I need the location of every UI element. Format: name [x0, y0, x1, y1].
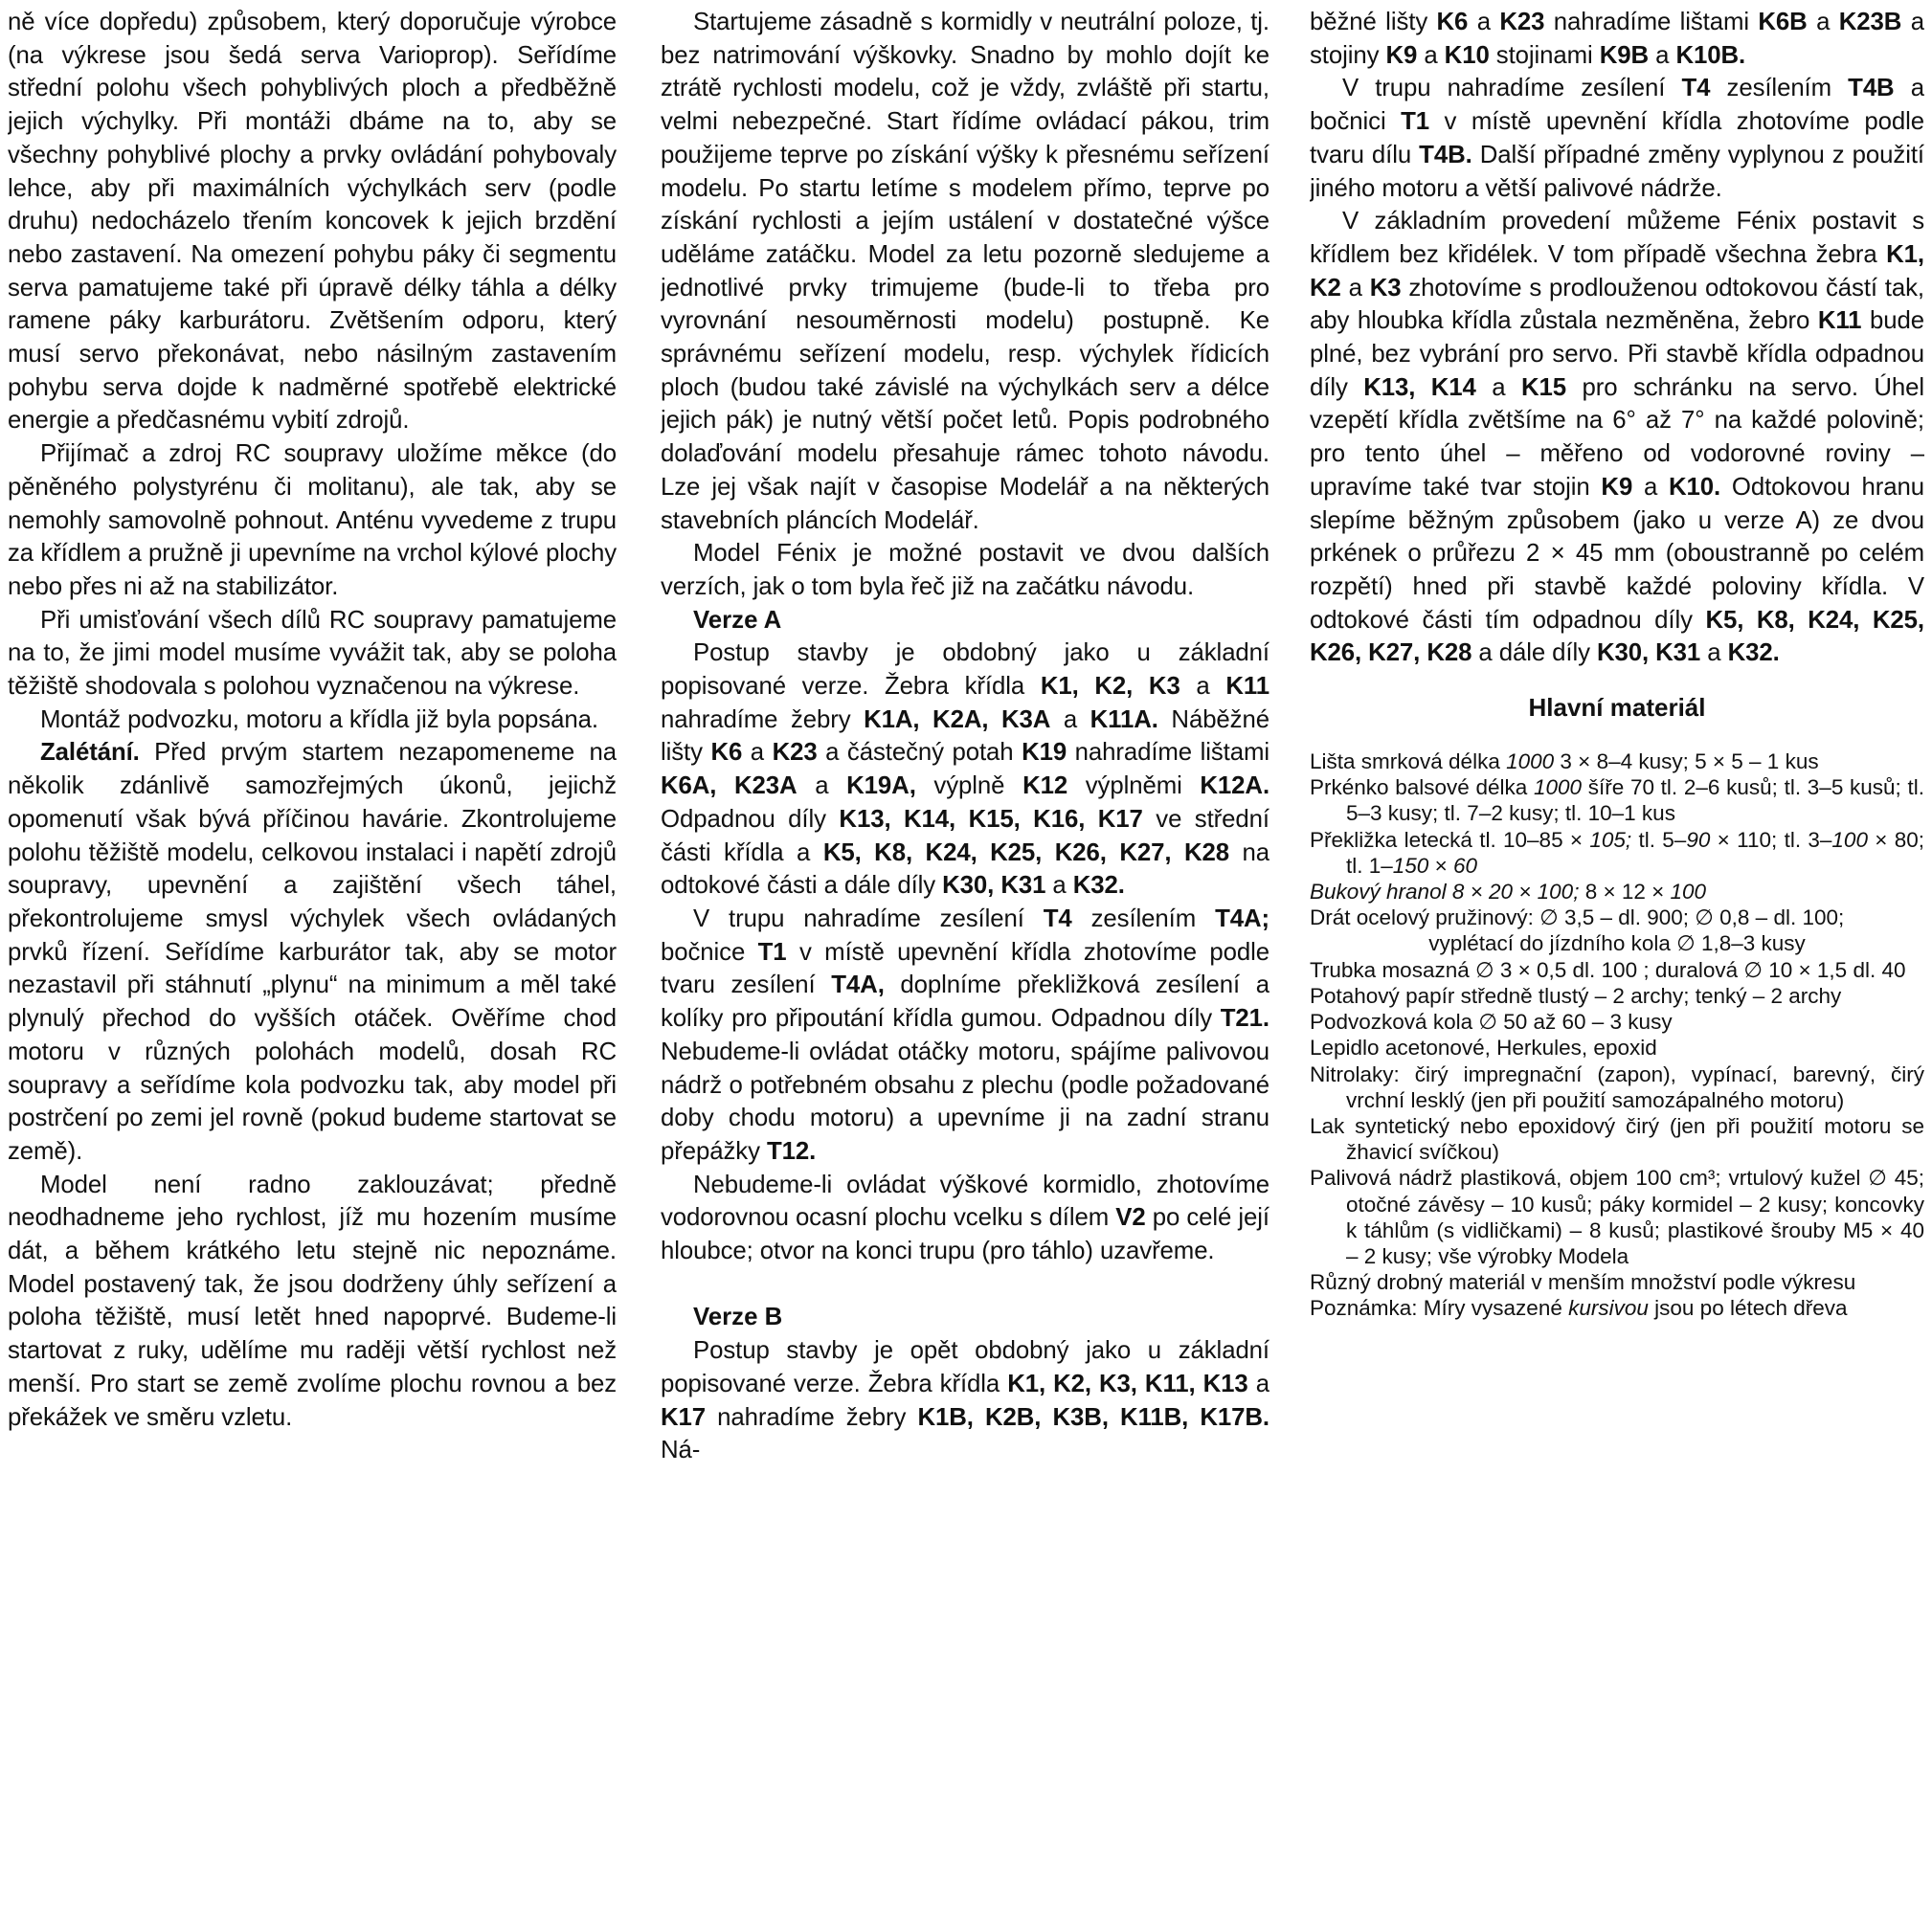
- text-run: pro schránku na servo. Úhel vzepětí křídla zvětšíme na 6° až 7° na každé polovině; pro tento úhel – měřeno od vodorovné roviny – upravíme také tvar stojin: [1310, 373, 1924, 501]
- material-item: Lepidlo acetonové, Herkules, epoxid: [1310, 1036, 1657, 1061]
- part-code: K6: [710, 739, 743, 767]
- paragraph: [661, 1169, 1269, 1268]
- text-run: V trupu nahradíme zesílení: [693, 905, 1044, 932]
- spacer: [661, 1268, 1269, 1302]
- part-code: K10.: [1669, 473, 1721, 501]
- text-run: Další případné změny vyplynou z použití jiného motoru a větší palivové nádrže.: [1310, 141, 1924, 202]
- text-run: a: [1179, 673, 1226, 701]
- part-code: K12A.: [1200, 772, 1269, 800]
- text-run: Před prvým startem nezapomeneme na několik zdánlivě samozřejmých úkonů, jejichž opomenutí však bývá příčinou havárie. Zkontrolujeme polohu těžiště modelu, celkovou instalaci i napětí zdrojů soupravy, upevnění a zajištění všech táhel, překontrolujeme smysl výchylek všech ovládaných prvků řízení. Seřídíme karburátor tak, aby se motor nezastavil při stáhnutí „plynu“ na minimum a měl také plynulý přechod do vyšších otáček. Ověříme chod motoru v různých polohách modelů, dosah RC soupravy a seřídíme kola podvozku tak, aby model při postrčení po zemi jel rovně (pokud budeme startovat se země).: [8, 739, 617, 1165]
- paragraph: [1310, 6, 1924, 72]
- part-code: K6: [1436, 9, 1469, 35]
- italic-dimension: 150: [1392, 853, 1429, 878]
- text-run: Překližka letecká tl. 10–85 ×: [1310, 827, 1590, 852]
- part-code: K23: [772, 739, 818, 767]
- text-run: ×: [1428, 853, 1453, 878]
- text-run: Lišta smrková délka: [1310, 749, 1507, 774]
- material-item: [1310, 827, 1924, 879]
- paragraph: [661, 903, 1269, 1169]
- material-item: Drát ocelový pružinový: ∅ 3,5 – dl. 900; ∅ 0,8 – dl. 100;: [1310, 905, 1845, 930]
- material-item: Trubka mosazná ∅ 3 × 0,5 dl. 100 ; duralová ∅ 10 × 1,5 dl. 40: [1310, 957, 1906, 982]
- text-run: zesílením: [1710, 75, 1849, 102]
- italic-word: kursivou: [1568, 1296, 1649, 1321]
- text-run: po celé její hloubce; otvor na konci trupu (pro táhlo) uzavřeme.: [661, 1204, 1269, 1265]
- italic-dimension: 60: [1452, 853, 1478, 878]
- part-code: K1, K2, K3, K11, K13: [1007, 1370, 1248, 1397]
- material-item: Palivová nádrž plastiková, objem 100 cm³; vrtulový kužel ∅ 45; otočné závěsy – 10 kusů; páky kormidel – 2 kusy; koncovky k táhlům (s vidličkami) – 8 kusů; plastikové šrouby M5 × 40 – 2 kusy; vše výrobky Modela: [1310, 1166, 1924, 1268]
- text-run: 3 × 8–4 kusy; 5 × 5 – 1 kus: [1554, 749, 1819, 774]
- section-heading-verze-a: Verze A: [693, 606, 782, 634]
- paragraph: Model Fénix je možné postavit ve dvou dalších verzích, jak o tom byla řeč již na začátku návodu.: [661, 540, 1269, 600]
- part-code: K19: [1022, 739, 1067, 767]
- text-run: Poznámka: Míry vysazené: [1310, 1296, 1569, 1321]
- part-code: K30, K31: [942, 872, 1046, 900]
- text-run: nahradíme lištami: [1067, 739, 1269, 767]
- text-run: Odpadnou díly: [661, 805, 840, 833]
- part-code: T1: [1401, 108, 1430, 136]
- text-run: a: [1807, 9, 1839, 35]
- part-code: K11: [1225, 673, 1269, 701]
- text-run: Nebudeme-li ovládat otáčky motoru, spájíme palivovou nádrž o potřebném obsahu z plechu (podle požadované doby chodu motoru) a upevníme ji na zadní stranu přepážky: [661, 1038, 1269, 1165]
- text-run: v místě upevnění křídla zhotovíme podle tvaru zesílení: [661, 938, 1269, 999]
- text-run: Postup stavby je opět obdobný jako u základní popisované verze. Žebra křídla: [661, 1337, 1269, 1397]
- column-3: [1310, 6, 1924, 1322]
- text-run: Postup stavby je obdobný jako u základní popisované verze. Žebra křídla: [661, 639, 1269, 701]
- paragraph: Model není radno zaklouzávat; předně neodhadneme jeho rychlost, jíž mu hozením musíme dát, a během krátkého letu stejně nic nepoznáme. Model postavený tak, že jsou dodrženy úhly seřízení a poloha těžiště, musí letět hned napoprvé. Budeme-li startovat z ruky, udělíme mu raději větší rychlost než menší. Pro start se země zvolíme plochu rovnou a bez překážek ve směru vzletu.: [8, 1171, 617, 1431]
- text-run: a stojiny: [1310, 9, 1924, 69]
- paragraph: Startujeme zásadně s kormidly v neutrální poloze, tj. bez natrimování výškovky. Snadno by mohlo dojít ke ztrátě rychlosti modelu, což je vždy, zvláště při startu, velmi nebezpečné. Start řídíme ovládací pákou, trim použijeme teprve po získání výšky k přesnému seřízení modelu. Po startu letíme s modelem přímo, teprve po získání rychlosti a jejím ustálení v dostatečné výšce uděláme zatáčku. Model za letu pozorně sledujeme a jednotlivé prvky trimujeme (bude-li to třeba pro vyrovnání nesouměrnosti modelu) postupně. Ke správnému seřízení modelu, resp. výchylek řídicích ploch (budou také závislé na výchylkách serv a délce jejich pák) je nutný větší počet letů. Popis podrobného dolaďování modelu přesahuje rámec tohoto návodu. Lze jej však najít v časopise Modelář a na některých stavebních pláncích Modelář.: [661, 9, 1269, 534]
- text-run: stojinami: [1489, 41, 1600, 69]
- text-run: a: [1468, 9, 1500, 35]
- material-item: [1310, 774, 1924, 826]
- text-run: Prkénko balsové délka: [1310, 775, 1534, 800]
- italic-dimension: Bukový hranol 8 × 20 × 100;: [1310, 880, 1580, 905]
- text-run: V trupu nahradíme zesílení: [1342, 75, 1682, 102]
- text-run: a: [1417, 41, 1445, 69]
- text-run: Odtokovou hranu slepíme běžným způsobem (jako u verze A) ze dvou prkének o průřezu 2 × 45 mm (oboustranně po celém rozpětí) hned při stavbě každé poloviny křídla. V odtokové části tím odpadnou díly: [1310, 473, 1924, 634]
- text-run: výplně: [915, 772, 1023, 800]
- part-code: K11: [1817, 307, 1862, 335]
- text-run: a: [742, 739, 773, 767]
- material-item: Nitrolaky: čirý impregnační (zapon), vypínací, barevný, čirý vrchní lesklý (jen při použití samozápalného motoru): [1310, 1061, 1924, 1112]
- italic-dimension: 1000: [1506, 749, 1555, 774]
- italic-dimension: 90: [1686, 827, 1711, 852]
- italic-dimension: 1000: [1533, 775, 1583, 800]
- material-item: Podvozková kola ∅ 50 až 60 – 3 kusy: [1310, 1010, 1673, 1035]
- run-in-heading: Zalétání.: [40, 739, 140, 767]
- paragraph: [661, 637, 1269, 903]
- paragraph-zaletani: [8, 736, 617, 1168]
- text-run: jsou po létech dřeva: [1648, 1296, 1848, 1321]
- material-item: [1310, 879, 1924, 905]
- text-run: Nebudeme-li ovládat výškové kormidlo, zhotovíme vodorovnou ocasní plochu vcelku s dílem: [661, 1171, 1269, 1232]
- part-code: K1A, K2A, K3A: [864, 705, 1051, 733]
- part-code: K32.: [1072, 872, 1125, 900]
- paragraph: [1310, 205, 1924, 670]
- material-note: [1310, 1295, 1924, 1321]
- text-run: bude plné, bez vybrání pro servo. Při stavbě křídla odpadnou díly: [1310, 307, 1924, 401]
- text-run: Náběžné lišty: [661, 705, 1269, 767]
- text-run: doplníme překližková zesílení a kolíky pro připoutání křídla gumou. Odpadnou díly: [661, 972, 1269, 1033]
- part-code: K10: [1444, 41, 1490, 69]
- part-code: T4B: [1848, 75, 1895, 102]
- part-code: K9B: [1599, 41, 1650, 69]
- part-code: K12: [1022, 772, 1068, 800]
- paragraph: [1310, 72, 1924, 205]
- paragraph: Při umisťování všech dílů RC soupravy pamatujeme na to, že jimi model musíme vyvážit tak, aby se poloha těžiště shodovala s polohou vyznačenou na výkrese.: [8, 606, 617, 701]
- section-heading-verze-b: Verze B: [693, 1304, 783, 1331]
- text-run: a bočnici: [1310, 75, 1924, 136]
- paragraph: Přijímač a zdroj RC soupravy uložíme měkce (do pěněného polystyrénu či molitanu), ale tak, aby se nemohly samovolně pohnout. Anténu vyvedeme z trupu za křídlem a pružně ji upevníme na vrchol kýlové plochy nebo přes ni až na stabilizátor.: [8, 440, 617, 600]
- text-run: a dále díly: [1471, 639, 1597, 667]
- text-run: zesílením: [1071, 905, 1216, 932]
- material-item: [1310, 748, 1924, 774]
- text-run: běžné lišty: [1310, 9, 1437, 35]
- column-2: [661, 6, 1269, 1467]
- text-run: Ná-: [661, 1437, 701, 1464]
- part-code: K15: [1521, 373, 1567, 401]
- text-run: × 110; tl. 3–: [1710, 827, 1832, 852]
- part-code: T4A;: [1215, 905, 1269, 932]
- part-code: K5, K8, K24, K25, K26, K27, K28: [1310, 606, 1924, 667]
- part-code: K5, K8, K24, K25, K26, K27, K28: [822, 838, 1229, 866]
- text-run: ve střední části křídla a: [661, 805, 1269, 866]
- part-code: K30, K31: [1596, 639, 1701, 667]
- text-run: zhotovíme s prodlouženou odtokovou částí tak, aby hloubka křídla zůstala nezměněna, žebro: [1310, 274, 1924, 335]
- part-code: K10B.: [1675, 41, 1746, 69]
- part-code: K1B, K2B, K3B, K11B, K17B.: [917, 1403, 1269, 1431]
- italic-dimension: 100: [1831, 827, 1868, 852]
- part-code: K1, K2, K3: [1040, 673, 1180, 701]
- text-run: a částečný potah: [817, 739, 1022, 767]
- part-code: K11A.: [1090, 705, 1158, 733]
- text-run: šíře 70 tl. 2–6 kusů; tl. 3–5 kusů; tl. 5–3 kusy; tl. 7–2 kusy; tl. 10–1 kus: [1346, 775, 1924, 826]
- text-run: a: [1050, 705, 1090, 733]
- text-run: nahradíme žebry: [661, 705, 865, 733]
- text-run: bočnice: [661, 938, 758, 966]
- part-code: K1, K2: [1310, 240, 1924, 302]
- part-code: K6A, K23A: [661, 772, 798, 800]
- part-code: T4: [1681, 75, 1711, 102]
- material-item: Potahový papír středně tlustý – 2 archy; tenký – 2 archy: [1310, 983, 1842, 1008]
- paragraph: [661, 1334, 1269, 1467]
- text-run: nahradíme žebry: [706, 1403, 918, 1431]
- text-run: a: [1649, 41, 1676, 69]
- materials-list: [1310, 748, 1924, 1321]
- part-code: V2: [1115, 1204, 1146, 1232]
- text-run: a: [1247, 1370, 1269, 1397]
- part-code: T4A,: [831, 972, 885, 999]
- part-code: K17: [661, 1403, 707, 1431]
- part-code: K9: [1385, 41, 1418, 69]
- part-code: K19A,: [846, 772, 916, 800]
- text-run: tl. 5–: [1631, 827, 1687, 852]
- text-run: výplněmi: [1067, 772, 1201, 800]
- text-run: a: [1632, 473, 1669, 501]
- text-run: × 80; tl. 1–: [1346, 827, 1924, 878]
- part-code: K3: [1369, 274, 1402, 302]
- text-run: v místě upevnění křídla zhotovíme podle tvaru dílu: [1310, 108, 1924, 168]
- paragraph: ně více dopředu) způsobem, který doporučuje výrobce (na výkrese jsou šedá serva Varioprop). Seřídíme střední polohu všech pohyblivých ploch a předběžně jejich výchylky. Při montáži dbáme na to, aby se všechny pohyblivé plochy a prvky ovládání pohybovaly lehce, aby při maximálních výchylkách serv (podle druhu) nedocházelo třením koncovek k jejich brzdění nebo zastavení. Na omezení pohybu páky či segmentu serva pamatujeme také při úpravě délky táhla a délky ramene páky karburátoru. Zvětšením odporu, který musí servo překonávat, nebo násilným zastavením pohybu serva dojde k nadměrné spotřebě elektrické energie a předčasnému vybití zdrojů.: [8, 9, 617, 435]
- part-code: K13, K14: [1363, 373, 1476, 401]
- part-code: T12.: [766, 1137, 817, 1165]
- text-run: a: [797, 772, 847, 800]
- text-run: a: [1475, 373, 1521, 401]
- italic-dimension: 105;: [1589, 827, 1632, 852]
- part-code: K23: [1499, 9, 1545, 35]
- part-code: K23B: [1838, 9, 1902, 35]
- text-run: a: [1340, 274, 1370, 302]
- text-run: a: [1045, 872, 1073, 900]
- material-item: Lak syntetický nebo epoxidový čirý (jen při použití motoru se žhavicí svíčkou): [1310, 1113, 1924, 1165]
- part-code: K32.: [1727, 639, 1780, 667]
- materials-heading: Hlavní materiál: [1528, 693, 1706, 723]
- text-run: V základním provedení můžeme Fénix postavit s křídlem bez křidélek. V tom případě všechna žebra: [1310, 208, 1924, 268]
- column-1: [8, 6, 617, 1434]
- paragraph: Montáž podvozku, motoru a křídla již byla popsána.: [40, 705, 598, 733]
- material-item: Různý drobný materiál v menším množství podle výkresu: [1310, 1270, 1856, 1295]
- part-code: K13, K14, K15, K16, K17: [839, 805, 1143, 833]
- text-run: nahradíme lištami: [1544, 9, 1759, 35]
- text-run: 8 × 12 ×: [1579, 880, 1671, 905]
- part-code: T21.: [1220, 1005, 1269, 1033]
- part-code: T1: [757, 938, 787, 966]
- part-code: K9: [1601, 473, 1633, 501]
- italic-dimension: 100: [1670, 880, 1707, 905]
- text-run: na odtokové části a dále díly: [661, 838, 1269, 900]
- part-code: K6B: [1758, 9, 1808, 35]
- part-code: T4B.: [1419, 141, 1472, 168]
- text-run: a: [1700, 639, 1728, 667]
- part-code: T4: [1043, 905, 1072, 932]
- material-item-continuation: vyplétací do jízdního kola ∅ 1,8–3 kusy: [1428, 931, 1806, 956]
